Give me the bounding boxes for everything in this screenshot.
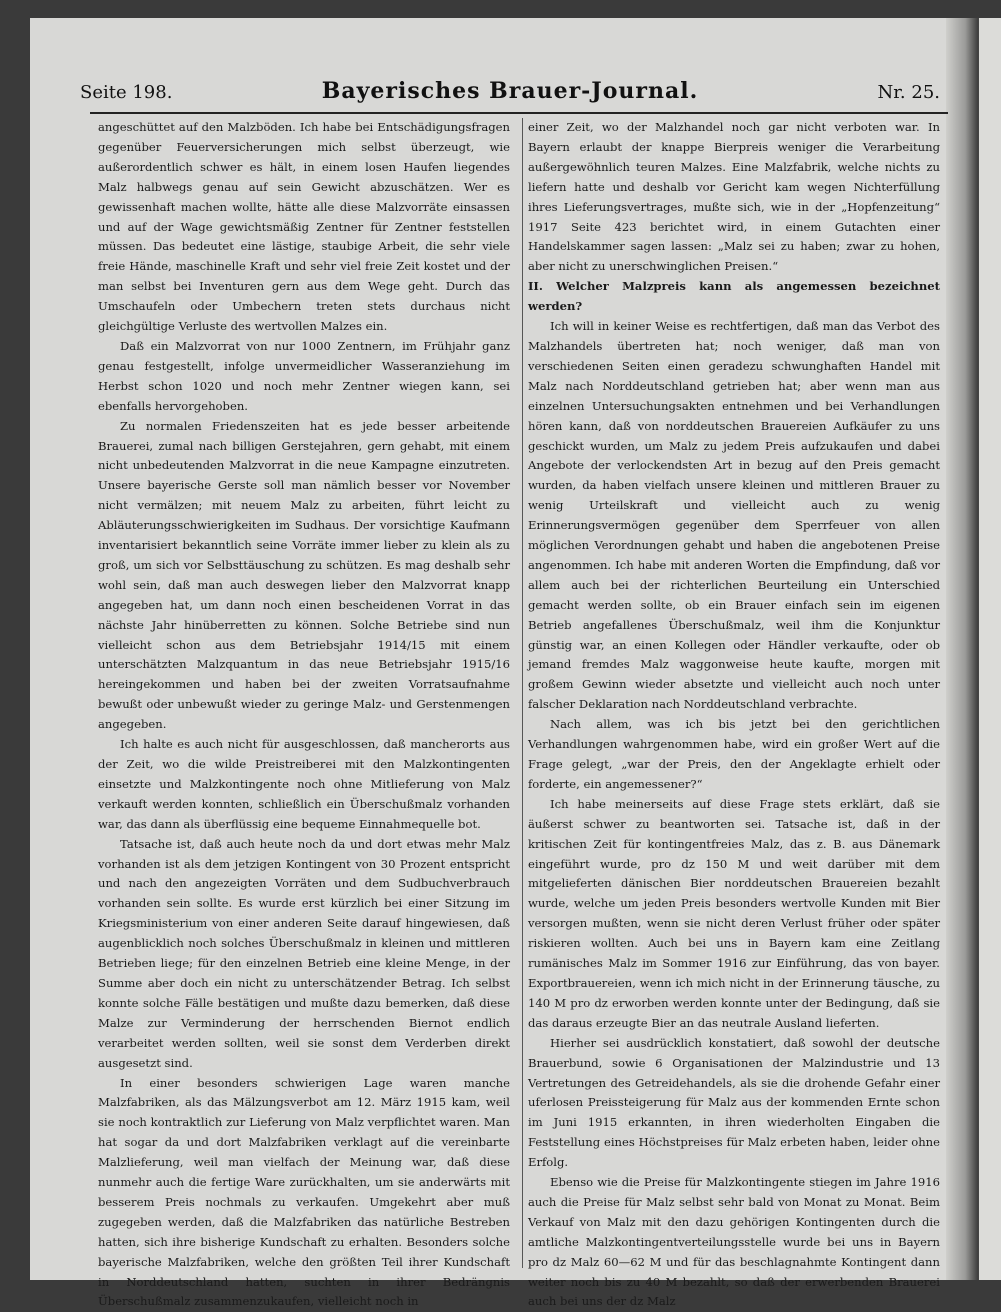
page-gutter-shadow xyxy=(946,18,978,1280)
paragraph: Nach allem, was ich bis jetzt bei den gerichtlichen Verhandlungen wahrgenommen habe, wird ein großer Wert auf die Frage gelegt, „war der Preis, den der Angeklagte erhielt oder forderte, ein angemessener?“ xyxy=(528,715,940,795)
paragraph: Daß ein Malzvorrat von nur 1000 Zentnern, im Frühjahr ganz genau festgestellt, infolge unvermeidlicher Wasseranziehung im Herbst schon 1020 und noch mehr Zentner wiegen kann, sei ebenfalls hervorgehoben. xyxy=(98,337,510,417)
paragraph: Ich habe meinerseits auf diese Frage stets erklärt, daß sie äußerst schwer zu beantworten sei. Tatsache ist, daß in der kritischen Zeit für kontingentfreies Malz, das z. B. aus Dänemark eingeführt wurde, pro dz 150 M und weit darüber mit dem mitgelieferten dänischen Bier norddeutschen Brauereien bezahlt wurde, welche um jeden Preis besonders wertvolle Kunden mit Bier versorgen mußten, wenn sie nicht deren Verlust früher oder später riskieren wollten. Auch bei uns in Bayern kam eine Zeitlang rumänisches Malz im Sommer 1916 zur Einführung, das von bayer. Exportbrauereien, wenn ich mich nicht in der Erinnerung täusche, zu 140 M pro dz erworben werden konnte unter der Bedingung, daß sie das daraus erzeugte Bier an das neutrale Ausland lieferten. xyxy=(528,795,940,1034)
page-number: Seite 198. xyxy=(80,82,172,103)
page-header xyxy=(80,78,940,108)
paragraph: Ebenso wie die Preise für Malzkontingente stiegen im Jahre 1916 auch die Preise für Malz selbst sehr bald von Monat zu Monat. Beim Verkauf von Malz mit den dazu gehörigen Kontingenten durch die amtliche Malzkontingentverteilungsstelle wurde bei uns in Bayern pro dz Malz 60—62 M und für das beschlagnahmte Kontingent dann weiter noch bis zu 40 M bezahlt, so daß der erwerbenden Brauerei auch bei uns der dz Malz xyxy=(528,1173,940,1312)
paragraph: Tatsache ist, daß auch heute noch da und dort etwas mehr Malz vorhanden ist als dem jetzigen Kontingent von 30 Prozent entspricht und nach den angezeigten Vorräten und dem Sudbuchverbrauch vorhanden sein sollte. Es wurde erst kürzlich bei einer Sitzung im Kriegsministerium von einer anderen Seite darauf hingewiesen, daß augenblicklich noch solches Überschußmalz in kleinen und mittleren Betrieben liege; für den einzelnen Betrieb eine kleine Menge, in der Summe aber doch ein nicht zu unterschätzender Betrag. Ich selbst konnte solche Fälle bestätigen und mußte dazu bemerken, daß diese Malze zur Verminderung der herrschenden Biernot endlich verarbeitet werden sollten, weil sie sonst dem Verderben direkt ausgesetzt sind. xyxy=(98,835,510,1074)
issue-number: Nr. 25. xyxy=(878,82,940,103)
header-rule xyxy=(90,112,948,114)
adjacent-page-edge xyxy=(978,18,1001,1280)
right-column xyxy=(528,118,940,1278)
section-heading: II. Welcher Malzpreis kann als angemessen bezeichnet werden? xyxy=(528,277,940,317)
left-column xyxy=(98,118,510,1278)
paragraph: Hierher sei ausdrücklich konstatiert, daß sowohl der deutsche Brauerbund, sowie 6 Organisationen der Malzindustrie und 13 Vertretungen des Getreidehandels, als sie die drohende Gefahr einer uferlosen Preissteigerung für Malz aus der kommenden Ernte schon im Juni 1915 erkannten, in ihren wiederholten Eingaben die Feststellung eines Höchstpreises für Malz erbeten haben, leider ohne Erfolg. xyxy=(528,1034,940,1173)
paragraph: Ich will in keiner Weise es rechtfertigen, daß man das Verbot des Malzhandels übertreten hat; noch weniger, daß man von verschiedenen Seiten einen geradezu schwunghaften Handel mit Malz nach Norddeutschland getrieben hat; aber wenn man aus einzelnen Untersuchungsakten entnehmen und bei Verhandlungen hören kann, daß von norddeutschen Brauereien Aufkäufer zu uns geschickt wurden, um Malz zu jedem Preis aufzukaufen und dabei Angebote der verlockendsten Art in bezug auf den Preis gemacht wurden, da haben vielfach unsere kleinen und mittleren Brauer zu wenig Urteilskraft und vielleicht auch zu wenig Erinnerungsvermögen gegenüber dem Sperrfeuer von allen möglichen Verordnungen gehabt und haben die angebotenen Preise angenommen. Ich habe mit anderen Worten die Empfindung, daß vor allem auch bei der richterlichen Beurteilung ein Unterschied gemacht werden sollte, ob ein Brauer einfach sein im eigenen Betrieb angefallenes Überschußmalz, weil ihm die Konjunktur günstig war, an einen Kollegen oder Händler verkaufte, oder ob jemand fremdes Malz waggonweise heute kaufte, morgen mit großem Gewinn wieder absetzte und vielleicht auch noch unter falscher Deklaration nach Norddeutschland verbrachte. xyxy=(528,317,940,715)
paragraph: In einer besonders schwierigen Lage waren manche Malzfabriken, als das Mälzungsverbot am 12. März 1915 kam, weil sie noch kontraktlich zur Lieferung von Malz verpflichtet waren. Man hat sogar da und dort Malzfabriken verklagt auf die vereinbarte Malzlieferung, weil man vielfach der Meinung war, daß diese nunmehr auch die fertige Ware zurückhalten, um sie anderwärts mit besserem Preis nochmals zu verkaufen. Umgekehrt aber muß zugegeben werden, daß die Malzfabriken das natürliche Bestreben hatten, sich ihre bisherige Kundschaft zu erhalten. Besonders solche bayerische Malzfabriken, welche den größten Teil ihrer Kundschaft in Norddeutschland hatten, suchten in ihrer Bedrängnis Überschußmalz zusammenzukaufen, vielleicht noch in xyxy=(98,1074,510,1312)
column-divider xyxy=(522,118,523,1268)
paragraph: Zu normalen Friedenszeiten hat es jede besser arbeitende Brauerei, zumal nach billigen Gerstejahren, gern gehabt, mit einem nicht unbedeutenden Malzvorrat in die neue Kampagne einzutreten. Unsere bayerische Gerste soll man nämlich besser vor November nicht vermälzen; mit neuem Malz zu arbeiten, führt leicht zu Abläuterungsschwierigkeiten im Sudhaus. Der vorsichtige Kaufmann inventarisiert bekanntlich seine Vorräte immer lieber zu klein als zu groß, um sich vor Selbsttäuschung zu schützen. Es mag deshalb sehr wohl sein, daß man auch deswegen lieber den Malzvorrat knapp angegeben hat, um dann noch einen bescheidenen Vorrat in das nächste Jahr hinüberretten zu können. Solche Betriebe sind nun vielleicht schon aus dem Betriebsjahr 1914/15 mit einem unterschätzten Malzquantum in das neue Betriebsjahr 1915/16 hereingekommen und haben bei der zweiten Vorratsaufnahme bewußt oder unbewußt wieder zu geringe Malz- und Gerstenmengen angegeben. xyxy=(98,417,510,736)
paragraph: angeschüttet auf den Malzböden. Ich habe bei Entschädigungsfragen gegenüber Feuerversicherungen mich selbst überzeugt, wie außerordentlich schwer es hält, in einem losen Haufen liegendes Malz halbwegs genau auf sein Gewicht abzuschätzen. Wer es gewissenhaft machen wollte, hätte alle diese Malzvorräte einsassen und auf der Wage gewichtsmäßig Zentner für Zentner feststellen müssen. Das bedeutet eine lästige, staubige Arbeit, die sehr viele freie Hände, maschinelle Kraft und sehr viel freie Zeit kostet und der man selbst bei Inventuren gern aus dem Wege geht. Durch das Umschaufeln oder Umbechern treten stets durchaus nicht gleichgültige Verluste des wertvollen Malzes ein. xyxy=(98,118,510,337)
paragraph: Ich halte es auch nicht für ausgeschlossen, daß mancherorts aus der Zeit, wo die wilde Preistreiberei mit den Malzkontingenten einsetzte und Malzkontingente noch ohne Mitlieferung von Malz verkauft werden konnten, schließlich ein Überschußmalz vorhanden war, das dann als überflüssig eine bequeme Einnahmequelle bot. xyxy=(98,735,510,835)
journal-title: Bayerisches Brauer-Journal. xyxy=(80,78,940,104)
paragraph: einer Zeit, wo der Malzhandel noch gar nicht verboten war. In Bayern erlaubt der knappe Bierpreis weniger die Verarbeitung außergewöhnlich teuren Malzes. Eine Malzfabrik, welche nichts zu liefern hatte und deshalb vor Gericht kam wegen Nichterfüllung ihres Lieferungsvertrages, mußte sich, wie in der „Hopfenzeitung“ 1917 Seite 423 berichtet wird, in einem Gutachten einer Handelskammer sagen lassen: „Malz sei zu haben; zwar zu hohen, aber nicht zu unerschwinglichen Preisen.“ xyxy=(528,118,940,277)
